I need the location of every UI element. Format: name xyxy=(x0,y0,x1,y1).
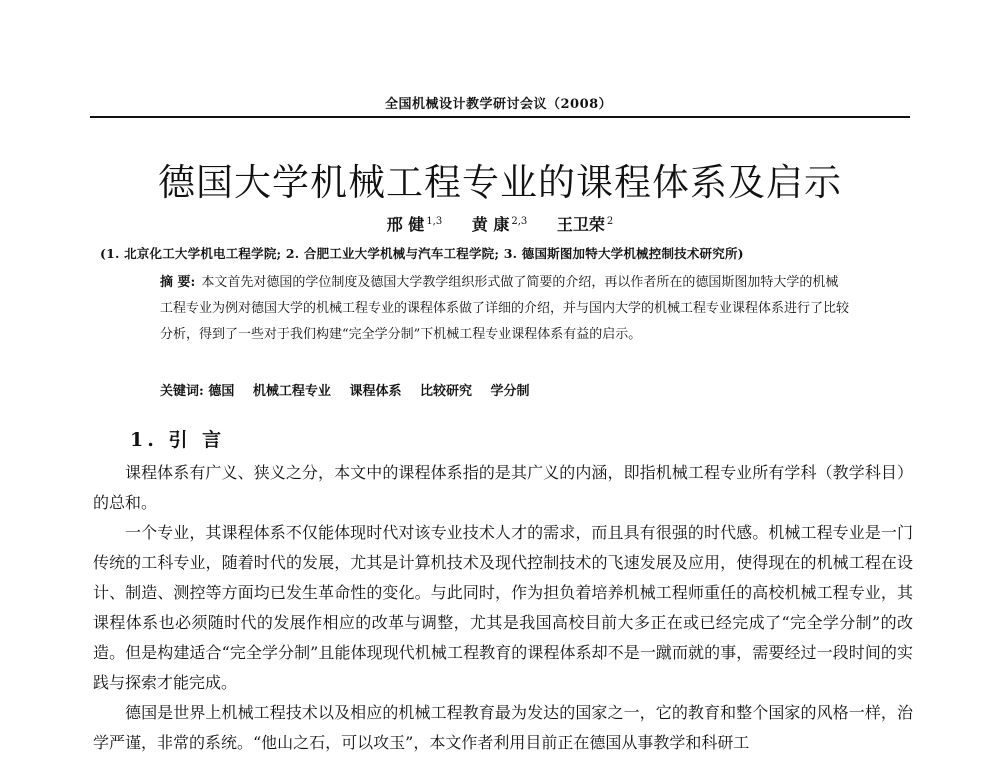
abstract-label: 摘 要: xyxy=(160,275,196,290)
keywords xyxy=(160,380,850,399)
paragraph: 德国是世界上机械工程技术以及相应的机械工程教育最为发达的国家之一，它的教育和整个国家的风格一样，治学严谨，非常的系统。“他山之石，可以攻玉”，本文作者利用目前正在德国从事教学和科研工 xyxy=(93,703,913,752)
author-affiliation-marker: 2 xyxy=(606,215,614,227)
paragraph: 一个专业，其课程体系不仅能体现时代对该专业技术人才的需求，而且具有很强的时代感。机械工程专业是一门传统的工科专业，随着时代的发展，尤其是计算机技术及现代控制技术的飞速发展及应用，使得现在的机械工程在设计、制造、测控等方面均已发生革命性的变化。与此同时，作为担负着培养机械工程师重任的高校机械工程专业，其课程体系也必须随时代的发展作相应的改革与调整，尤其是我国高校目前大多正在或已经完成了“完全学分制”的改造。但是构建适合“完全学分制”且能体现现代机械工程教育的课程体系却不是一蹴而就的事，需要经过一段时间的实践与探索才能完成。 xyxy=(93,523,913,692)
running-head: 全国机械设计教学研讨会议（2008） xyxy=(385,97,613,112)
author xyxy=(557,215,613,234)
keyword: 课程体系 xyxy=(349,384,402,399)
author xyxy=(472,215,527,234)
keyword: 机械工程专业 xyxy=(252,384,331,399)
keyword: 德国 xyxy=(208,384,235,399)
author-affiliation-marker: 2,3 xyxy=(511,215,528,227)
section-body xyxy=(93,458,913,758)
author-name: 王卫荣 xyxy=(556,215,605,234)
keywords-label: 关键词: xyxy=(160,384,204,399)
section-heading: 1. 引 言 xyxy=(130,429,226,451)
paragraph: 课程体系有广义、狭义之分，本文中的课程体系指的是其广义的内涵，即指机械工程专业所有学科（教学科目）的总和。 xyxy=(93,463,913,512)
author-name: 黄 康 xyxy=(471,215,510,234)
author-name: 邢 健 xyxy=(386,215,425,234)
abstract xyxy=(160,270,850,348)
header-rule xyxy=(90,116,910,118)
author-list xyxy=(0,212,1000,235)
paper-title: 德国大学机械工程专业的课程体系及启示 xyxy=(158,161,842,204)
author-affiliation-marker: 1,3 xyxy=(426,215,443,227)
keyword: 比较研究 xyxy=(419,384,472,399)
abstract-text: 本文首先对德国的学位制度及德国大学教学组织形式做了简要的介绍，再以作者所在的德国斯图加特大学的机械工程专业为例对德国大学的机械工程专业的课程体系做了详细的介绍，并与国内大学的机械工程专业课程体系进行了比较分析，得到了一些对于我们构建“完全学分制”下机械工程专业课程体系有益的启示。 xyxy=(160,275,850,342)
keyword: 学分制 xyxy=(490,384,530,399)
affiliations: (1. 北京化工大学机电工程学院; 2. 合肥工业大学机械与汽车工程学院; 3. 德国斯图加特大学机械控制技术研究所) xyxy=(100,246,744,261)
author xyxy=(387,215,442,234)
